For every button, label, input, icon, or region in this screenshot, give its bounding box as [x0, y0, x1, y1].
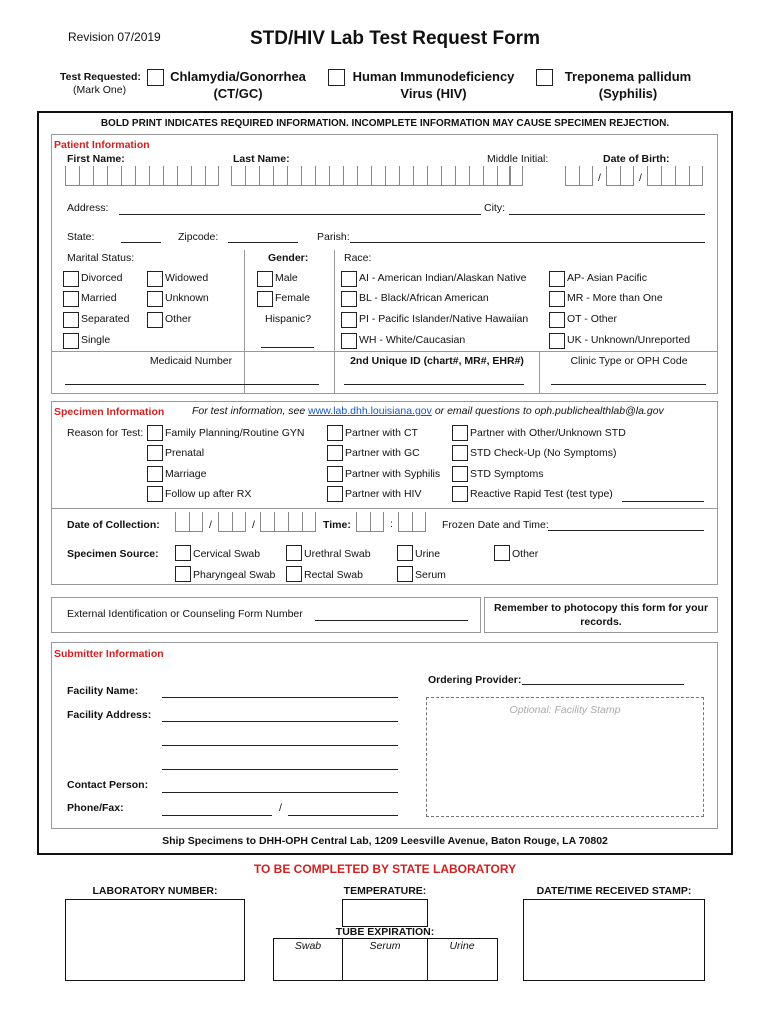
specimen-heading: Specimen Information [54, 406, 165, 418]
reason-marriage-label: Marriage [165, 468, 207, 480]
facility-address-input-3[interactable] [162, 769, 398, 770]
source-cervical-checkbox[interactable] [175, 545, 191, 561]
reason-partner-other-checkbox[interactable] [452, 425, 468, 441]
reason-marriage-checkbox[interactable] [147, 466, 163, 482]
reason-reactive-checkbox[interactable] [452, 486, 468, 502]
dob-month-input[interactable] [565, 166, 593, 186]
race-ai-checkbox[interactable] [341, 271, 357, 287]
collection-day-input[interactable] [218, 512, 246, 532]
last-name-label: Last Name: [233, 153, 290, 165]
race-pi-label: PI - Pacific Islander/Native Hawaiian [359, 313, 529, 325]
gender-male-label: Male [275, 272, 298, 284]
marital-widowed-label: Widowed [165, 272, 209, 284]
ordering-provider-input[interactable] [522, 684, 684, 685]
race-uk-checkbox[interactable] [549, 333, 565, 349]
dob-year-input[interactable] [647, 166, 703, 186]
reason-family-planning-checkbox[interactable] [147, 425, 163, 441]
test-syphilis-checkbox[interactable] [536, 69, 553, 86]
source-serum-checkbox[interactable] [397, 566, 413, 582]
divider [244, 250, 245, 394]
race-label: Race: [344, 252, 372, 264]
parish-label: Parish: [317, 231, 350, 243]
time-minute-input[interactable] [398, 512, 426, 532]
tube-expiration-label: TUBE EXPIRATION: [335, 926, 435, 938]
date-time-received-label: DATE/TIME RECEIVED STAMP: [536, 885, 692, 897]
marital-married-checkbox[interactable] [63, 291, 79, 307]
source-other-label: Other [512, 548, 539, 560]
frozen-label: Frozen Date and Time: [442, 519, 549, 531]
divider [52, 508, 718, 509]
race-mr-checkbox[interactable] [549, 291, 565, 307]
date-time-received-box[interactable] [523, 899, 705, 981]
form-title: STD/HIV Lab Test Request Form [250, 28, 540, 49]
first-name-label: First Name: [67, 153, 125, 165]
middle-initial-input[interactable] [509, 166, 523, 186]
hispanic-label: Hispanic? [265, 313, 312, 325]
unique-id-input[interactable] [344, 384, 524, 385]
reason-partner-hiv-label: Partner with HIV [345, 488, 422, 500]
contact-person-label: Contact Person: [67, 779, 149, 791]
test-info-text: For test information, see www.lab.dhh.louisiana.gov or email questions to oph.publichealthlab@la.gov [192, 405, 664, 417]
facility-address-label: Facility Address: [67, 709, 152, 721]
race-uk-label: UK - Unknown/Unreported [567, 334, 691, 346]
marital-unknown-checkbox[interactable] [147, 291, 163, 307]
time-label: Time: [323, 519, 351, 531]
remember-text: Remember to photocopy this form for your records. [493, 602, 709, 628]
race-wh-checkbox[interactable] [341, 333, 357, 349]
facility-address-input[interactable] [162, 721, 398, 722]
source-pharyngeal-label: Pharyngeal Swab [193, 569, 276, 581]
marital-divorced-label: Divorced [81, 272, 123, 284]
dob-label: Date of Birth: [603, 153, 670, 165]
test-requested-label: Test Requested: [60, 71, 141, 83]
facility-name-label: Facility Name: [67, 685, 139, 697]
marital-separated-label: Separated [81, 313, 130, 325]
race-bl-label: BL - Black/African American [359, 292, 489, 304]
temperature-box[interactable] [342, 899, 428, 927]
reason-prenatal-label: Prenatal [165, 447, 205, 459]
state-label: State: [67, 231, 95, 243]
lab-website-link[interactable]: www.lab.dhh.louisiana.gov [308, 405, 432, 417]
hispanic-input[interactable] [261, 347, 314, 348]
facility-name-input[interactable] [162, 697, 398, 698]
lab-number-label: LABORATORY NUMBER: [92, 885, 218, 897]
time-colon: : [390, 518, 393, 530]
marital-single-label: Single [81, 334, 111, 346]
state-input[interactable] [121, 242, 161, 243]
medicaid-input[interactable] [65, 384, 319, 385]
reason-partner-syphilis-checkbox[interactable] [327, 466, 343, 482]
source-urine-checkbox[interactable] [397, 545, 413, 561]
facility-address-input-2[interactable] [162, 745, 398, 746]
source-urine-label: Urine [415, 548, 441, 560]
gender-male-checkbox[interactable] [257, 271, 273, 287]
source-urethral-checkbox[interactable] [286, 545, 302, 561]
dob-slash-2: / [639, 172, 642, 184]
test-ctgc-checkbox[interactable] [147, 69, 164, 86]
dob-slash: / [598, 172, 601, 184]
tube-urine-label: Urine [449, 940, 475, 952]
city-label: City: [484, 202, 505, 214]
zipcode-input[interactable] [228, 242, 298, 243]
race-ot-checkbox[interactable] [549, 312, 565, 328]
race-ap-label: AP- Asian Pacific [567, 272, 647, 284]
reason-prenatal-checkbox[interactable] [147, 445, 163, 461]
specimen-source-label: Specimen Source: [67, 548, 159, 560]
tube-swab-label: Swab [294, 940, 322, 952]
first-name-input[interactable] [65, 166, 219, 186]
marital-separated-checkbox[interactable] [63, 312, 79, 328]
test-hiv-checkbox[interactable] [328, 69, 345, 86]
reason-partner-other-label: Partner with Other/Unknown STD [470, 427, 626, 439]
race-wh-label: WH - White/Caucasian [359, 334, 466, 346]
gender-label: Gender: [268, 252, 309, 264]
reason-checkup-label: STD Check-Up (No Symptoms) [470, 447, 617, 459]
marital-other-label: Other [165, 313, 192, 325]
rapid-test-type-input[interactable] [622, 501, 704, 502]
reason-followup-checkbox[interactable] [147, 486, 163, 502]
marital-married-label: Married [81, 292, 117, 304]
external-id-input[interactable] [315, 620, 468, 621]
time-hour-input[interactable] [356, 512, 384, 532]
contact-person-input[interactable] [162, 792, 398, 793]
race-pi-checkbox[interactable] [341, 312, 357, 328]
source-pharyngeal-checkbox[interactable] [175, 566, 191, 582]
source-serum-label: Serum [415, 569, 446, 581]
marital-other-checkbox[interactable] [147, 312, 163, 328]
reason-family-planning-label: Family Planning/Routine GYN [165, 427, 305, 439]
state-lab-heading: TO BE COMPLETED BY STATE LABORATORY [253, 862, 517, 876]
marital-single-checkbox[interactable] [63, 333, 79, 349]
marital-widowed-checkbox[interactable] [147, 271, 163, 287]
test-hiv-label: Human Immunodeficiency Virus (HIV) [352, 69, 515, 101]
source-urethral-label: Urethral Swab [304, 548, 371, 560]
gender-female-label: Female [275, 292, 311, 304]
reason-followup-label: Follow up after RX [165, 488, 252, 500]
marital-unknown-label: Unknown [165, 292, 209, 304]
patient-heading: Patient Information [54, 139, 150, 151]
race-mr-label: MR - More than One [567, 292, 663, 304]
parish-input[interactable] [350, 242, 705, 243]
test-ctgc-label: Chlamydia/Gonorrhea (CT/GC) [170, 69, 306, 101]
race-ap-checkbox[interactable] [549, 271, 565, 287]
reason-partner-hiv-checkbox[interactable] [327, 486, 343, 502]
reason-symptoms-label: STD Symptoms [470, 468, 544, 480]
medicaid-label: Medicaid Number [149, 355, 233, 367]
city-input[interactable] [509, 214, 705, 215]
mark-one-label: (Mark One) [73, 84, 127, 96]
divider [52, 351, 718, 352]
external-id-label: External Identification or Counseling Form Number [67, 608, 303, 620]
phone-fax-label: Phone/Fax: [67, 802, 124, 814]
fax-input[interactable] [288, 815, 398, 816]
dob-day-input[interactable] [606, 166, 634, 186]
source-rectal-checkbox[interactable] [286, 566, 302, 582]
clinic-type-input[interactable] [551, 384, 706, 385]
reason-checkup-checkbox[interactable] [452, 445, 468, 461]
ordering-provider-label: Ordering Provider: [428, 674, 522, 686]
marital-status-label: Marital Status: [67, 252, 135, 264]
test-syphilis-label: Treponema pallidum (Syphilis) [564, 69, 692, 101]
reason-partner-gc-label: Partner with GC [345, 447, 420, 459]
source-rectal-label: Rectal Swab [304, 569, 363, 581]
reason-symptoms-checkbox[interactable] [452, 466, 468, 482]
phone-input[interactable] [162, 815, 272, 816]
frozen-input[interactable] [548, 530, 704, 531]
submitter-heading: Submitter Information [54, 648, 164, 660]
revision-label: Revision 07/2019 [68, 30, 161, 44]
race-ai-label: AI - American Indian/Alaskan Native [359, 272, 527, 284]
collection-month-input[interactable] [175, 512, 203, 532]
reason-label: Reason for Test: [67, 427, 144, 439]
reason-partner-ct-label: Partner with CT [345, 427, 418, 439]
date-collection-label: Date of Collection: [67, 519, 160, 531]
collection-year-input[interactable] [260, 512, 316, 532]
source-cervical-label: Cervical Swab [193, 548, 261, 560]
race-bl-checkbox[interactable] [341, 291, 357, 307]
phone-fax-slash: / [279, 802, 282, 814]
gender-female-checkbox[interactable] [257, 291, 273, 307]
notice-text: BOLD PRINT INDICATES REQUIRED INFORMATION. INCOMPLETE INFORMATION MAY CAUSE SPECIMEN REJECTION. [100, 118, 670, 129]
ship-instructions: Ship Specimens to DHH-OPH Central Lab, 1209 Leesville Avenue, Baton Rouge, LA 70802 [162, 835, 608, 847]
lab-number-box[interactable] [65, 899, 245, 981]
marital-divorced-checkbox[interactable] [63, 271, 79, 287]
address-label: Address: [67, 202, 109, 214]
collection-slash-2: / [252, 519, 255, 531]
tube-serum-label: Serum [369, 940, 401, 952]
middle-initial-label: Middle Initial: [487, 153, 549, 165]
reason-partner-syphilis-label: Partner with Syphilis [345, 468, 441, 480]
last-name-input[interactable] [231, 166, 511, 186]
reason-partner-gc-checkbox[interactable] [327, 445, 343, 461]
address-input[interactable] [119, 214, 481, 215]
temperature-label: TEMPERATURE: [343, 885, 427, 897]
race-ot-label: OT - Other [567, 313, 617, 325]
divider [334, 250, 335, 394]
collection-slash: / [209, 519, 212, 531]
reason-partner-ct-checkbox[interactable] [327, 425, 343, 441]
clinic-type-label: Clinic Type or OPH Code [570, 355, 688, 367]
facility-stamp-label: Optional: Facility Stamp [509, 704, 621, 716]
reason-reactive-label: Reactive Rapid Test (test type) [470, 488, 613, 500]
unique-id-label: 2nd Unique ID (chart#, MR#, EHR#) [350, 355, 524, 367]
zipcode-label: Zipcode: [178, 231, 219, 243]
source-other-checkbox[interactable] [494, 545, 510, 561]
